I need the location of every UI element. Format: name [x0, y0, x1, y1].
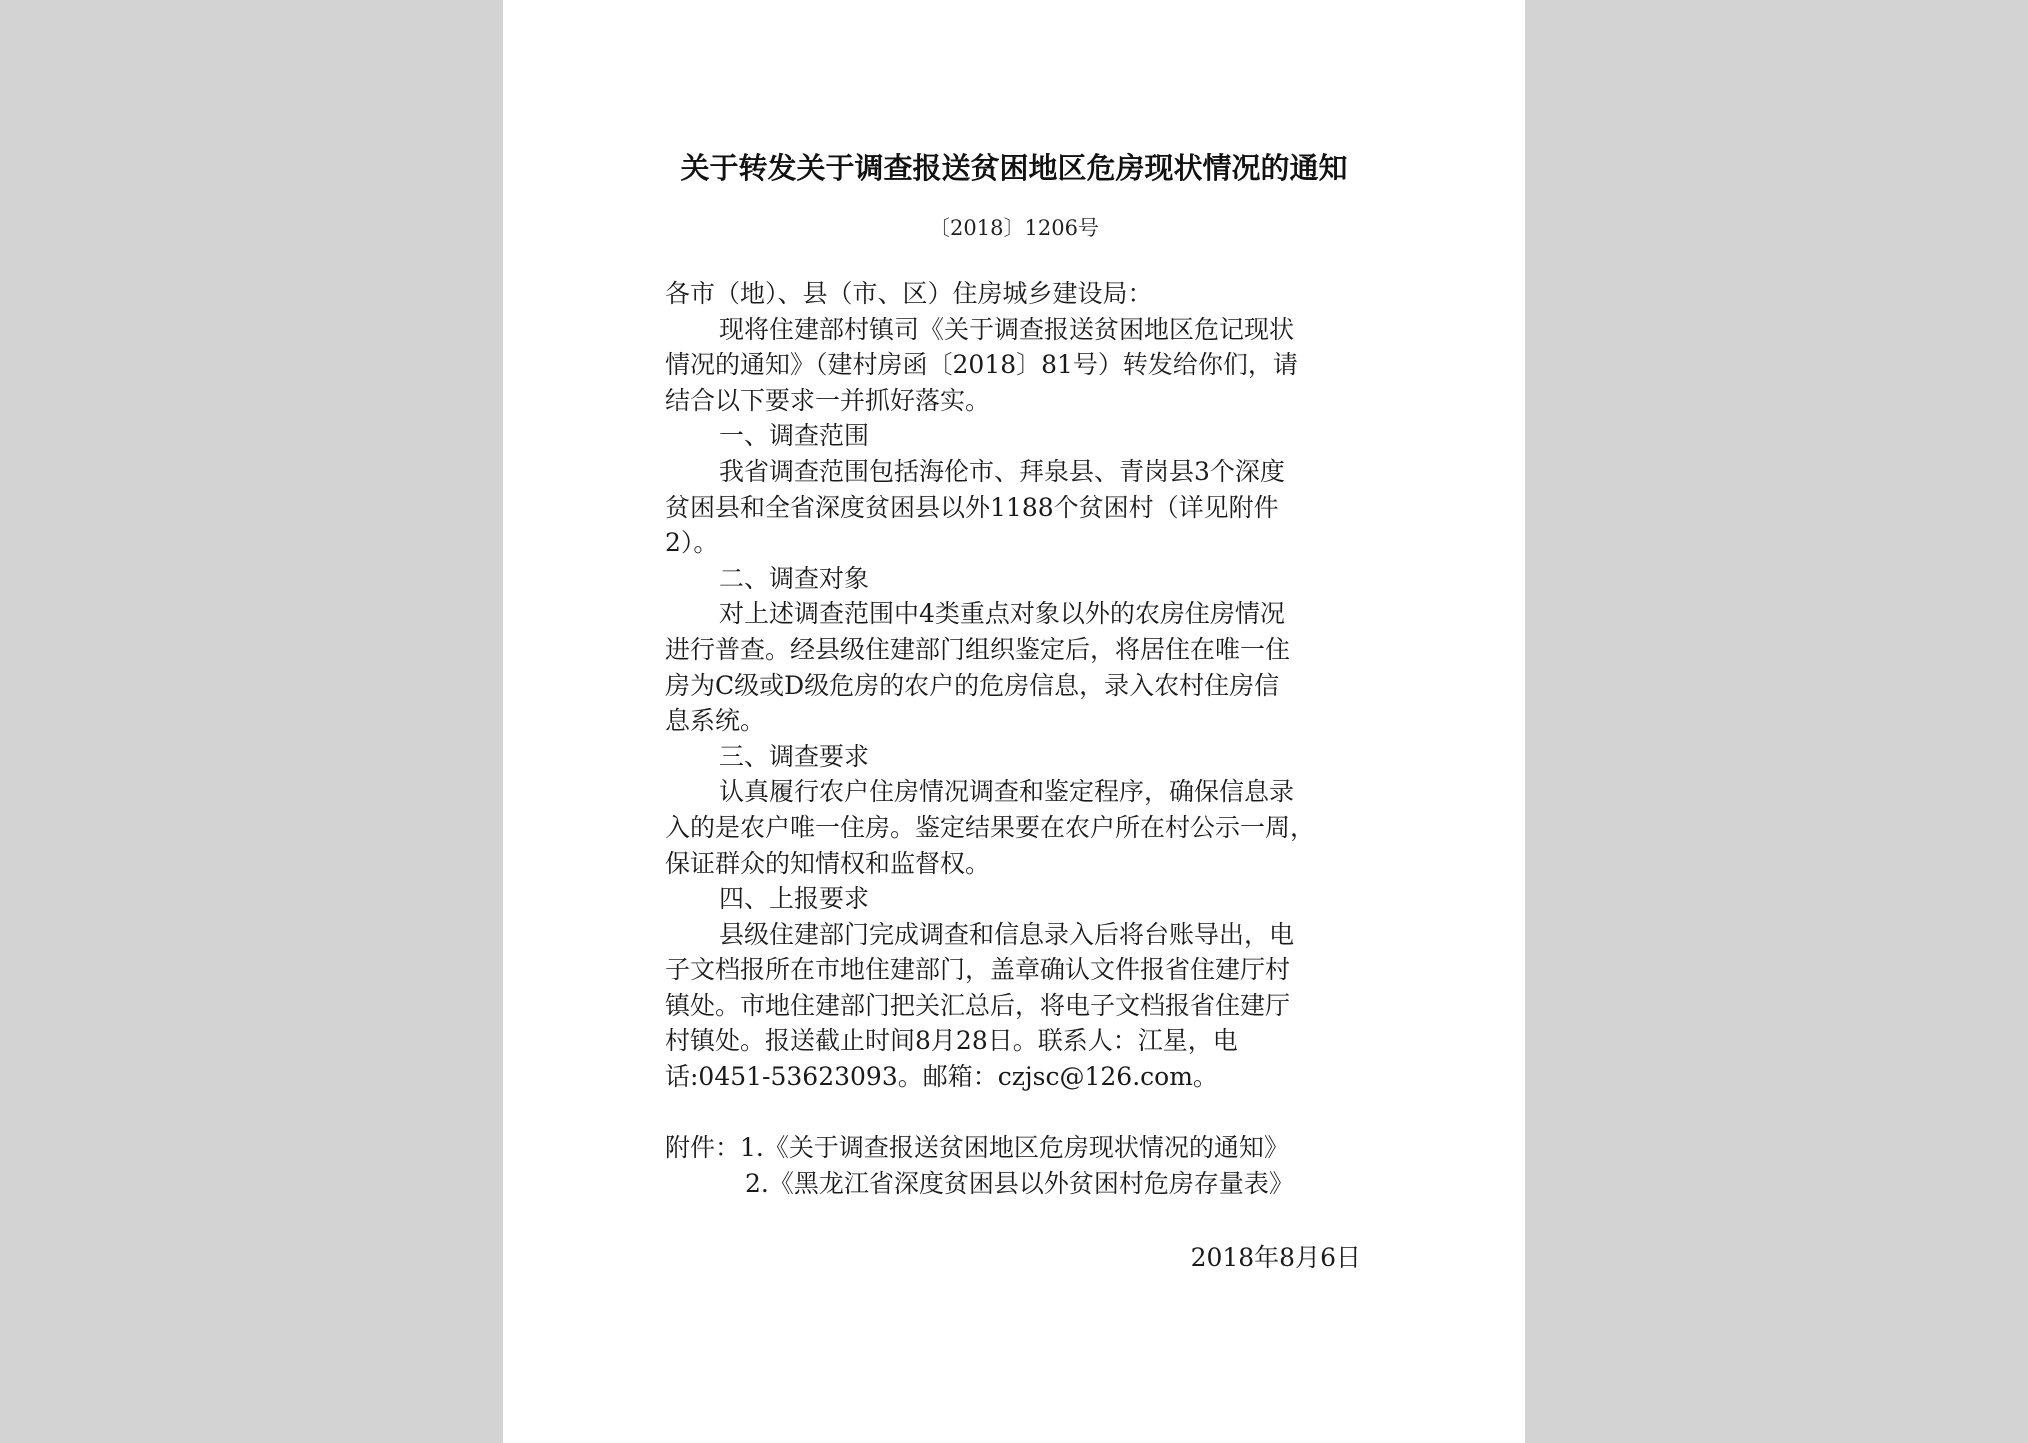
section4-heading: 四、上报要求: [719, 884, 870, 914]
section3-heading: 三、调查要求: [719, 741, 870, 771]
section3-line-2: 入的是农户唯一住房。鉴定结果要在农户所在村公示一周，: [665, 812, 1316, 842]
document-number: 〔2018〕1206号: [929, 216, 1099, 240]
spacer: [665, 1095, 1405, 1131]
intro-line-2: 情况的通知》（建村房函〔2018〕81号）转发给你们，请: [665, 350, 1298, 380]
section4-line-3: 镇处。市地住建部门把关汇总后，将电子文档报省住建厅: [665, 990, 1291, 1020]
attachment-1: 附件：1.《关于调查报送贫困地区危房现状情况的通知》: [665, 1133, 1289, 1163]
section2-line-1: 对上述调查范围中4类重点对象以外的农房住房情况: [719, 599, 1285, 629]
section3-line-3: 保证群众的知情权和监督权。: [665, 848, 991, 878]
document-title: 关于转发关于调查报送贫困地区危房现状情况的通知: [680, 151, 1348, 185]
intro-line-3: 结合以下要求一并抓好落实。: [665, 385, 991, 415]
section1-line-3: 2）。: [665, 528, 719, 558]
section4-line-4: 村镇处。报送截止时间8月28日。联系人：江星，电: [665, 1026, 1238, 1056]
section3-line-1: 认真履行农户住房情况调查和鉴定程序，确保信息录: [719, 777, 1295, 807]
section1-heading: 一、调查范围: [719, 421, 870, 451]
intro-line-1: 现将住建部村镇司《关于调查报送贫困地区危记现状: [719, 314, 1295, 344]
document-body: [665, 276, 1405, 1201]
section2-heading: 二、调查对象: [719, 563, 870, 593]
section2-line-4: 息系统。: [665, 706, 766, 736]
addressee-line: 各市（地）、县（市、区）住房城乡建设局：: [665, 279, 1153, 308]
document-page: [503, 0, 1525, 1443]
section4-line-5: 话:0451-53623093。邮箱：czjsc@126.com。: [665, 1062, 1218, 1092]
section4-line-2: 子文档报所在市地住建部门，盖章确认文件报省住建厅村: [665, 955, 1291, 985]
section2-line-3: 房为C级或D级危房的农户的危房信息，录入农村住房信: [665, 670, 1280, 700]
section2-line-2: 进行普查。经县级住建部门组织鉴定后，将居住在唯一住: [665, 634, 1291, 664]
section1-line-1: 我省调查范围包括海伦市、拜泉县、青岗县3个深度: [719, 456, 1285, 486]
section4-line-1: 县级住建部门完成调查和信息录入后将台账导出，电: [719, 919, 1295, 949]
document-date: 2018年8月6日: [1190, 1243, 1361, 1272]
attachment-2: 2.《黑龙江省深度贫困县以外贫困村危房存量表》: [745, 1168, 1294, 1198]
section1-line-2: 贫困县和全省深度贫困县以外1188个贫困村（详见附件: [665, 492, 1279, 522]
